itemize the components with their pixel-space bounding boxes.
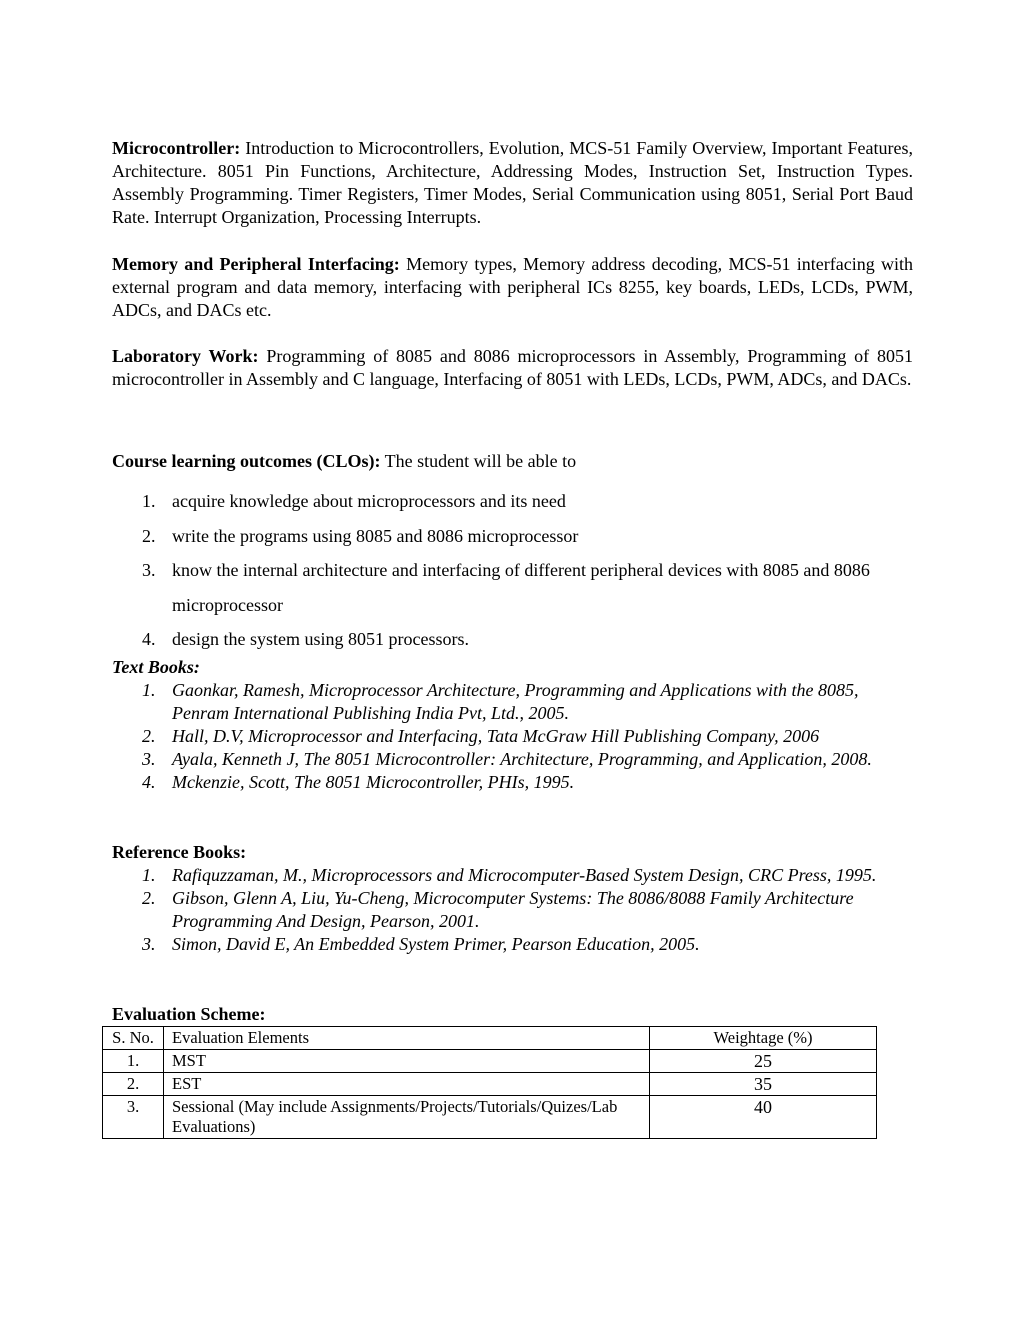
cell-weightage: 35 <box>650 1073 877 1096</box>
table-header-row <box>103 1027 877 1050</box>
section-memory <box>112 253 913 322</box>
list-item <box>112 725 913 748</box>
text-books-heading: Text Books: <box>112 657 200 677</box>
list-item <box>112 864 913 887</box>
list-item <box>112 771 913 794</box>
list-text: write the programs using 8085 and 8086 microprocessor <box>172 525 579 546</box>
list-number: 1. <box>142 865 156 885</box>
evaluation-table <box>102 1026 877 1139</box>
section-microcontroller <box>112 137 913 229</box>
section-text: Memory types, Memory address decoding, MCS-51 interfacing with external program and data memory, interfacing with peripheral ICs 8255, key boards, LEDs, LCDs, PWM, ADCs, and DACs etc. <box>112 254 914 320</box>
list-text: Ayala, Kenneth J, The 8051 Microcontroller: Architecture, Programming, and Application, 2008. <box>172 749 872 769</box>
table-row <box>103 1073 877 1096</box>
column-header-element: Evaluation Elements <box>164 1027 650 1050</box>
list-number: 3. <box>142 560 156 580</box>
list-number: 4. <box>142 772 156 792</box>
list-number: 1. <box>142 680 156 700</box>
clos-heading: Course learning outcomes (CLOs): <box>112 451 381 471</box>
list-item <box>112 748 913 771</box>
reference-books-list <box>112 864 913 956</box>
column-header-sno: S. No. <box>103 1027 164 1050</box>
list-item <box>112 933 913 956</box>
list-text: design the system using 8051 processors. <box>172 629 469 649</box>
list-item <box>112 679 913 725</box>
section-lab <box>112 345 913 391</box>
text-books-list <box>112 679 913 794</box>
list-text: Gibson, Glenn A, Liu, Yu-Cheng, Microcomputer Systems: The 8086/8088 Family Architecture Programming And Design, Pearson, 2001. <box>172 888 854 931</box>
cell-sno: 1. <box>103 1050 164 1073</box>
section-heading: Laboratory Work: <box>112 346 259 366</box>
list-item <box>112 519 913 554</box>
list-number: 2. <box>142 726 156 746</box>
evaluation-heading: Evaluation Scheme: <box>112 1004 266 1024</box>
cell-weightage: 25 <box>650 1050 877 1073</box>
table-row <box>103 1096 877 1139</box>
list-item <box>112 553 913 622</box>
list-number: 3. <box>142 749 156 769</box>
clos-intro: The student will be able to <box>384 451 577 471</box>
column-header-weightage: Weightage (%) <box>650 1027 877 1050</box>
list-text: Hall, D.V, Microprocessor and Interfacing, Tata McGraw Hill Publishing Company, 2006 <box>172 726 820 746</box>
section-heading: Microcontroller: <box>112 138 241 158</box>
list-item <box>112 622 913 657</box>
list-text: Rafiquzzaman, M., Microprocessors and Microcomputer-Based System Design, CRC Press, 1995. <box>172 865 877 885</box>
list-text: Mckenzie, Scott, The 8051 Microcontroller, PHIs, 1995. <box>172 772 575 792</box>
list-text: Simon, David E, An Embedded System Primer, Pearson Education, 2005. <box>172 934 700 954</box>
clos-heading-line <box>112 450 913 473</box>
cell-sno: 3. <box>103 1096 164 1139</box>
list-text: know the internal architecture and interfacing of different peripheral devices with 8085 and 8086 microprocessor <box>172 560 870 615</box>
table-row <box>103 1050 877 1073</box>
cell-element: MST <box>164 1050 650 1073</box>
list-number: 4. <box>142 629 156 649</box>
cell-sno: 2. <box>103 1073 164 1096</box>
cell-element: Sessional (May include Assignments/Projects/Tutorials/Quizes/Lab Evaluations) <box>164 1096 650 1139</box>
list-number: 2. <box>142 525 156 546</box>
section-text: Introduction to Microcontrollers, Evolution, MCS-51 Family Overview, Important Features, Architecture. 8051 Pin Functions, Architecture, Addressing Modes, Instruction Set, Instruction Types. Assembly Programming. Timer Registers, Timer Modes, Serial Communication using 8051, Serial Port Baud Rate. Interrupt Organization, Processing Interrupts. <box>112 138 913 227</box>
list-text: acquire knowledge about microprocessors and its need <box>172 491 566 511</box>
section-text: Programming of 8085 and 8086 microprocessors in Assembly, Programming of 8051 microcontroller in Assembly and C language, Interfacing of 8051 with LEDs, LCDs, PWM, ADCs, and DACs. <box>112 346 914 389</box>
section-heading: Memory and Peripheral Interfacing: <box>112 254 400 274</box>
list-number: 3. <box>142 934 156 954</box>
cell-weightage: 40 <box>650 1096 877 1139</box>
list-number: 1. <box>142 491 156 511</box>
list-number: 2. <box>142 888 156 908</box>
list-item <box>112 484 913 519</box>
list-item <box>112 887 913 933</box>
cell-element: EST <box>164 1073 650 1096</box>
clos-list <box>112 484 913 657</box>
list-text: Gaonkar, Ramesh, Microprocessor Architecture, Programming and Applications with the 8085, Penram International Publishing India Pvt, Ltd., 2005. <box>172 680 859 723</box>
reference-books-heading: Reference Books: <box>112 842 247 862</box>
